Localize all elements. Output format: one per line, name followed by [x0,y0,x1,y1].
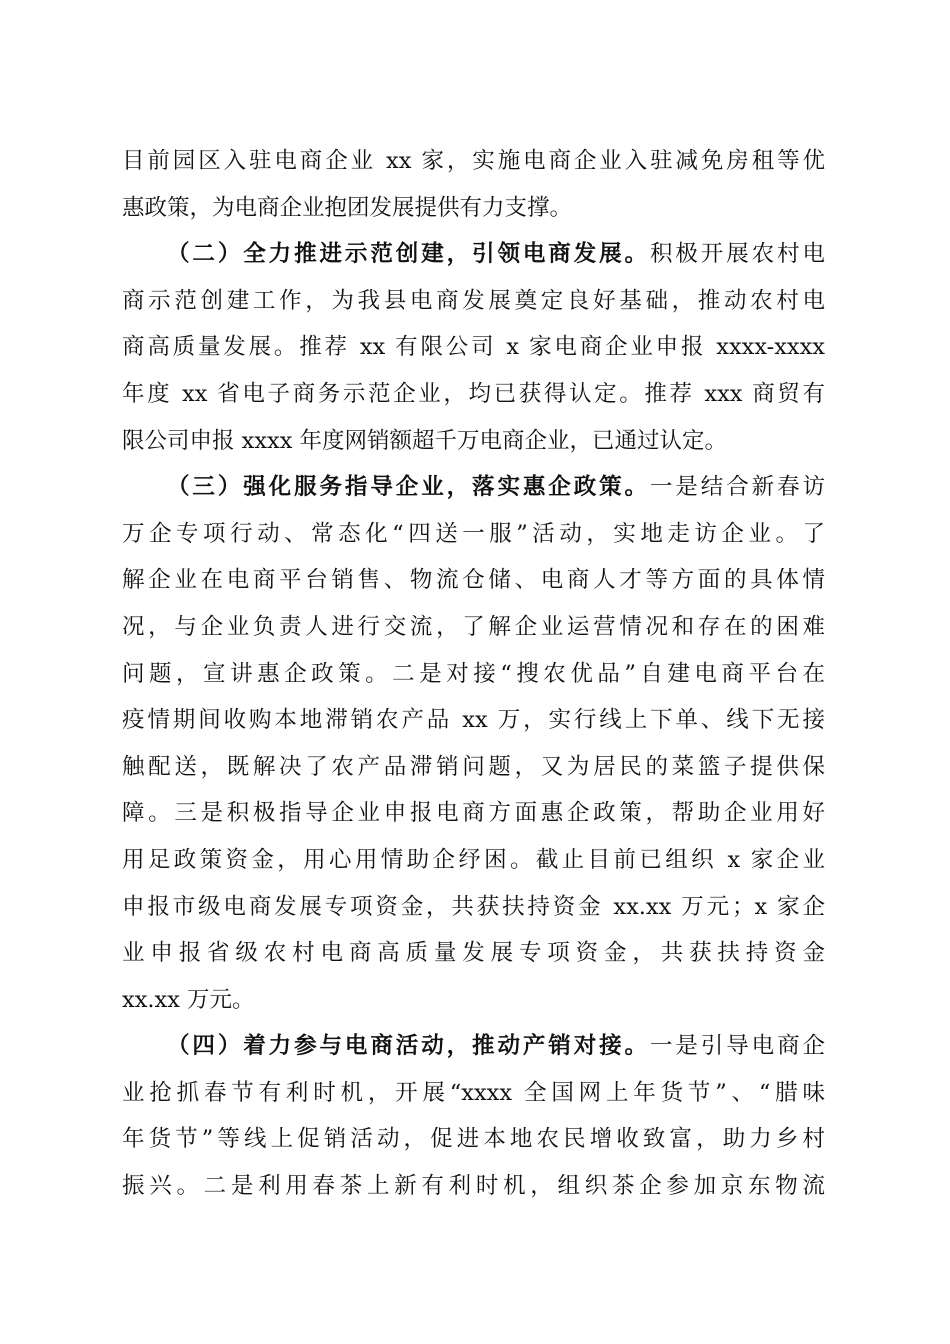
text-line: 况，与企业负责人进行交流，了解企业运营情况和存在的困难 [122,613,825,640]
text-line: 年度 xx 省电子商务示范企业，均已获得认定。推荐 xxx 商贸有 [122,380,825,407]
text-span: 一是结合新春访 [649,474,825,501]
text-line: 商示范创建工作，为我县电商发展奠定良好基础，推动农村电 [122,287,825,314]
text-line: 业申报省级农村电商高质量发展专项资金，共获扶持资金 [122,940,825,967]
text-line: xx.xx 万元。 [122,986,255,1013]
paragraph-first-line [122,231,825,278]
text-line: 申报市级电商发展专项资金，共获扶持资金 xx.xx 万元；x 家企 [122,893,825,920]
text-line: 触配送，既解决了农产品滞销问题，又为居民的菜篮子提供保 [122,753,825,780]
text-line: 振兴。二是利用春茶上新有利时机，组织茶企参加京东物流 [122,1173,825,1200]
text-line: 万企专项行动、常态化“四送一服”活动，实地走访企业。了 [122,520,825,547]
paragraph-first-line [122,1023,825,1070]
text-line: 疫情期间收购本地滞销农产品 xx 万，实行线上下单、线下无接 [122,707,825,734]
section-heading-3: （三）强化服务指导企业，落实惠企政策。 [167,474,650,501]
text-line: 业抢抓春节有利时机，开展“xxxx 全国网上年货节”、“腊味 [122,1079,825,1106]
section-heading-4: （四）着力参与电商活动，推动产销对接。 [167,1033,650,1060]
text-line: 年货节”等线上促销活动，促进本地农民增收致富，助力乡村 [122,1126,825,1153]
text-line: 解企业在电商平台销售、物流仓储、电商人才等方面的具体情 [122,567,825,594]
body-text [122,138,825,1210]
paragraph-first-line [122,464,825,511]
text-span: 一是引导电商企 [649,1033,825,1060]
text-line: 惠政策，为电商企业抱团发展提供有力支撑。 [122,194,573,221]
text-line: 用足政策资金，用心用情助企纾困。截止目前已组织 x 家企业 [122,846,825,873]
text-line: 限公司申报 xxxx 年度网销额超千万电商企业，已通过认定。 [122,427,728,454]
section-heading-2: （二）全力推进示范创建，引领电商发展。 [167,241,650,268]
text-span: 积极开展农村电 [649,241,825,268]
text-line: 障。三是积极指导企业申报电商方面惠企政策，帮助企业用好 [122,800,825,827]
text-line: 问题，宣讲惠企政策。二是对接“搜农优品”自建电商平台在 [122,660,825,687]
text-line: 商高质量发展。推荐 xx 有限公司 x 家电商企业申报 xxxx-xxxx [122,334,825,361]
text-line: 目前园区入驻电商企业 xx 家，实施电商企业入驻减免房租等优 [122,148,825,174]
